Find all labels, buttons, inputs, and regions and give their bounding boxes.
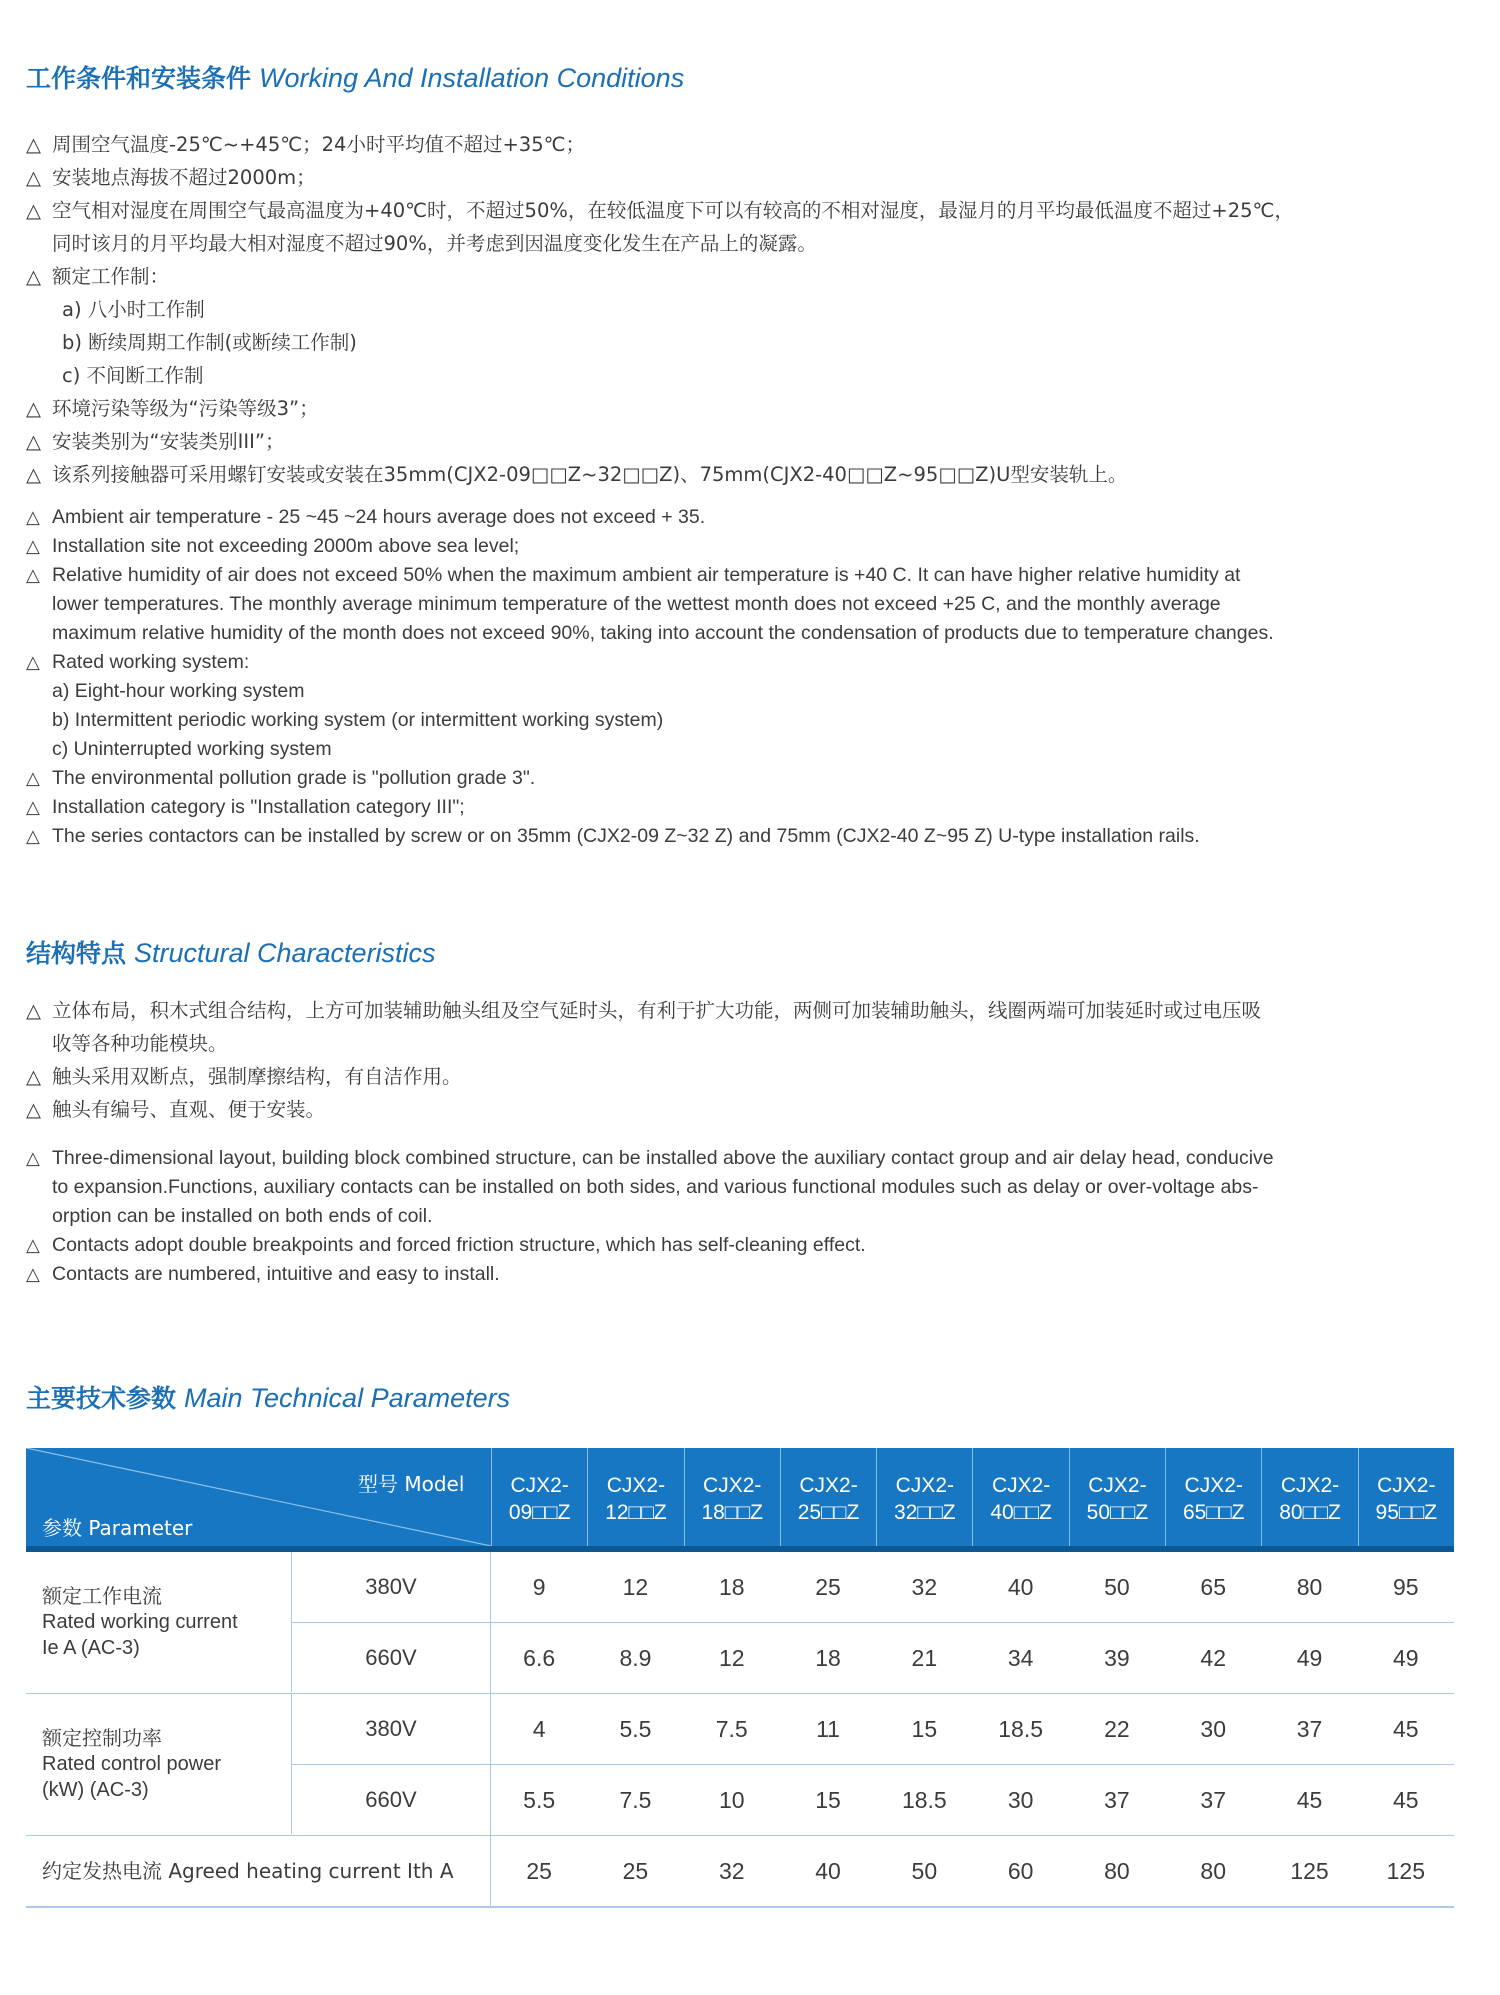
table-cell: 30	[1200, 1715, 1227, 1742]
list-item-text: The environmental pollution grade is "pollution grade 3".	[52, 767, 536, 789]
table-cell: 7.5	[715, 1715, 748, 1742]
table-cell: 40	[1007, 1573, 1034, 1600]
list-item-text: 空气相对湿度在周围空气最高温度为+40℃时，不超过50%，在较低温度下可以有较高的不相对湿度，最湿月的月平均最低温度不超过+25℃，	[52, 199, 1294, 222]
list-item-text: Relative humidity of air does not exceed 50% when the maximum ambient air temperature is +40 C. It can have higher relative humidity at	[52, 564, 1241, 586]
table-cell: 37	[1200, 1786, 1227, 1813]
list-item	[26, 1173, 1466, 1202]
triangle-bullet-icon: △	[26, 430, 41, 453]
model-suffix: 32□□Z	[894, 1501, 956, 1524]
list-item-text: c) Uninterrupted working system	[52, 738, 332, 760]
model-column-header	[1069, 1448, 1165, 1546]
list-item-text: The series contactors can be installed by screw or on 35mm (CJX2-09 Z~32 Z) and 75mm (CJX2-40 Z~95 Z) U-type installation rails.	[52, 825, 1200, 847]
table-cell: 9	[532, 1573, 546, 1600]
row-group-label-line: 额定控制功率	[42, 1726, 162, 1750]
table-row	[292, 1694, 1454, 1765]
list-item-text: 同时该月的月平均最大相对湿度不超过90%，并考虑到因温度变化发生在产品上的凝露。	[52, 232, 817, 255]
list-item-text: 触头采用双断点，强制摩擦结构，有自洁作用。	[52, 1065, 462, 1088]
row-group-label-line: 额定工作电流	[42, 1584, 162, 1608]
list-item	[26, 392, 1466, 425]
model-prefix: CJX2-	[606, 1474, 666, 1497]
table-cell: 18.5	[998, 1715, 1044, 1742]
table-cell: 45	[1393, 1786, 1419, 1813]
section-title-cn: 主要技术参数	[26, 1384, 177, 1413]
table-cell: 32	[718, 1857, 745, 1884]
triangle-bullet-icon: △	[26, 397, 41, 420]
list-item-text: b) 断续周期工作制(或断续工作制)	[62, 331, 357, 354]
table-cell: 18	[815, 1644, 841, 1671]
list-item	[26, 1027, 1466, 1060]
table-cell: 80	[1200, 1857, 1227, 1884]
section-title-structural	[26, 937, 436, 970]
table-cell: 42	[1200, 1644, 1227, 1671]
model-suffix: 12□□Z	[605, 1501, 667, 1524]
voltage-cell: 380V	[292, 1552, 491, 1622]
table-cell: 6.6	[523, 1644, 556, 1671]
list-item	[26, 590, 1466, 619]
table-row	[292, 1765, 1454, 1835]
row-group-label	[26, 1694, 292, 1834]
triangle-bullet-icon: △	[26, 565, 40, 586]
model-column-header	[972, 1448, 1068, 1546]
triangle-bullet-icon: △	[26, 999, 41, 1022]
section-title-en: Working And Installation Conditions	[258, 63, 685, 93]
section-title-cn: 工作条件和安装条件	[26, 64, 252, 93]
model-suffix: 65□□Z	[1182, 1501, 1245, 1524]
list-item-text: 收等各种功能模块。	[52, 1032, 228, 1055]
model-prefix: CJX2-	[991, 1474, 1051, 1497]
table-cell: 11	[816, 1715, 840, 1742]
table-cell: 21	[911, 1644, 938, 1671]
list-item	[26, 764, 1466, 793]
list-item-text: 周围空气温度-25℃~+45℃；24小时平均值不超过+35℃；	[52, 133, 586, 156]
list-item-text: Rated working system:	[52, 651, 250, 673]
triangle-bullet-icon: △	[26, 652, 40, 673]
list-item-text: orption can be installed on both ends of coil.	[52, 1205, 433, 1227]
model-prefix: CJX2-	[703, 1474, 762, 1497]
table-cell: 125	[1386, 1857, 1425, 1884]
table-cell: 80	[1104, 1857, 1130, 1884]
table-row	[292, 1552, 1454, 1623]
list-item-text: 该系列接触器可采用螺钉安装或安装在35mm(CJX2-09□□Z~32□□Z)、75mm(CJX2-40□□Z~95□□Z)U型安装轨上。	[52, 463, 1128, 486]
table-cell: 45	[1296, 1786, 1323, 1813]
model-suffix: 09□□Z	[508, 1501, 571, 1524]
list-item	[26, 161, 1466, 194]
voltage-cell: 660V	[292, 1765, 491, 1835]
list-item	[26, 1144, 1466, 1173]
list-item	[26, 425, 1466, 458]
model-column-header	[1165, 1448, 1261, 1546]
list-item-text: 立体布局，积木式组合结构，上方可加装辅助触头组及空气延时头，有利于扩大功能，两侧可加装辅助触头，线圈两端可加装延时或过电压吸	[52, 999, 1262, 1022]
model-suffix: 25□□Z	[797, 1501, 860, 1524]
list-item	[26, 359, 1466, 392]
parameter-header-label: 参数 Parameter	[42, 1516, 193, 1540]
list-item	[26, 561, 1466, 590]
table-row-group	[26, 1552, 1454, 1694]
list-item-text: Three-dimensional layout, building block combined structure, can be installed above the auxiliary contact group and air delay head, conducive	[52, 1147, 1274, 1169]
list-item-text: Contacts adopt double breakpoints and forced friction structure, which has self-cleaning effect.	[52, 1234, 866, 1256]
table-cell: 12	[718, 1644, 745, 1671]
table-row-group	[26, 1694, 1454, 1836]
list-item-text: Contacts are numbered, intuitive and easy to install.	[52, 1263, 500, 1285]
list-item-text: 环境污染等级为“污染等级3”；	[52, 397, 319, 420]
table-cell: 15	[911, 1715, 938, 1742]
table-cell: 10	[718, 1786, 745, 1813]
table-cell: 18.5	[901, 1786, 947, 1813]
list-item-text: b) Intermittent periodic working system (or intermittent working system)	[52, 709, 664, 731]
list-item	[26, 532, 1466, 561]
model-column-header	[1261, 1448, 1357, 1546]
model-column-header	[780, 1448, 876, 1546]
row-group-label	[26, 1552, 292, 1692]
model-prefix: CJX2-	[799, 1474, 858, 1497]
row-group-label-line: Ie A (AC-3)	[42, 1637, 140, 1659]
table-cell: 49	[1393, 1644, 1419, 1671]
table-cell: 8.9	[619, 1644, 652, 1671]
working-conditions-cn-list	[26, 128, 1466, 491]
table-cell: 22	[1104, 1715, 1130, 1742]
list-item	[26, 260, 1466, 293]
section-title-cn: 结构特点	[26, 939, 127, 968]
model-prefix: CJX2-	[1377, 1474, 1436, 1497]
table-cell: 7.5	[619, 1786, 652, 1813]
row-label: 约定发热电流 Agreed heating current Ith A	[26, 1836, 491, 1906]
list-item-text: 安装地点海拔不超过2000m；	[52, 166, 316, 189]
table-cell: 30	[1007, 1786, 1034, 1813]
triangle-bullet-icon: △	[26, 1065, 41, 1088]
table-cell: 34	[1007, 1644, 1034, 1671]
table-cell: 5.5	[523, 1786, 556, 1813]
list-item-text: Installation category is "Installation category III";	[52, 796, 465, 818]
model-column-header	[876, 1448, 972, 1546]
model-prefix: CJX2-	[1088, 1474, 1147, 1497]
triangle-bullet-icon: △	[26, 768, 40, 789]
list-item	[26, 458, 1466, 491]
triangle-bullet-icon: △	[26, 166, 41, 189]
model-prefix: CJX2-	[510, 1474, 569, 1497]
model-column-header	[491, 1448, 587, 1546]
table-cell: 60	[1007, 1857, 1034, 1884]
list-item	[26, 194, 1466, 227]
triangle-bullet-icon: △	[26, 265, 41, 288]
list-item	[26, 994, 1466, 1027]
table-cell: 125	[1290, 1857, 1329, 1884]
table-cell: 50	[911, 1857, 938, 1884]
list-item	[26, 1260, 1466, 1289]
triangle-bullet-icon: △	[26, 507, 40, 528]
parameters-table	[26, 1448, 1454, 1908]
list-item	[26, 503, 1466, 532]
table-cell: 5.5	[619, 1715, 652, 1742]
list-item	[26, 1060, 1466, 1093]
table-cell: 45	[1393, 1715, 1419, 1742]
triangle-bullet-icon: △	[26, 536, 40, 557]
list-item	[26, 128, 1466, 161]
model-suffix: 80□□Z	[1279, 1501, 1341, 1524]
table-cell: 80	[1296, 1573, 1323, 1600]
table-cell: 32	[911, 1573, 938, 1600]
list-item	[26, 326, 1466, 359]
list-item	[26, 648, 1466, 677]
list-item	[26, 293, 1466, 326]
section-title-working-conditions	[26, 62, 684, 95]
table-cell: 25	[526, 1857, 552, 1884]
list-item	[26, 793, 1466, 822]
table-cell: 39	[1104, 1644, 1130, 1671]
list-item-text: c) 不间断工作制	[62, 364, 204, 387]
table-cell: 25	[815, 1573, 841, 1600]
row-group-label-line: Rated working current	[42, 1611, 238, 1633]
table-cell: 25	[622, 1857, 649, 1884]
list-item-text: 触头有编号、直观、便于安装。	[52, 1098, 326, 1121]
list-item	[26, 1231, 1466, 1260]
table-cell: 37	[1296, 1715, 1323, 1742]
list-item	[26, 619, 1466, 648]
working-conditions-en-list	[26, 503, 1466, 851]
model-suffix: 18□□Z	[701, 1501, 764, 1524]
row-group-label-line: (kW) (AC-3)	[42, 1779, 149, 1801]
section-title-en: Structural Characteristics	[133, 938, 436, 968]
model-suffix: 40□□Z	[990, 1501, 1052, 1524]
list-item-text: to expansion.Functions, auxiliary contacts can be installed on both sides, and various functional modules such as delay or over-voltage abs-	[52, 1176, 1259, 1198]
model-suffix: 95□□Z	[1375, 1501, 1438, 1524]
list-item	[26, 677, 1466, 706]
list-item-text: a) 八小时工作制	[62, 298, 205, 321]
voltage-cell: 660V	[292, 1623, 491, 1693]
table-cell: 12	[622, 1573, 649, 1600]
list-item-text: a) Eight-hour working system	[52, 680, 305, 702]
triangle-bullet-icon: △	[26, 1235, 40, 1256]
list-item-text: Installation site not exceeding 2000m above sea level;	[52, 535, 520, 557]
list-item	[26, 1093, 1466, 1126]
triangle-bullet-icon: △	[26, 826, 40, 847]
list-item	[26, 706, 1466, 735]
triangle-bullet-icon: △	[26, 1098, 41, 1121]
model-prefix: CJX2-	[1184, 1474, 1243, 1497]
triangle-bullet-icon: △	[26, 199, 41, 222]
table-cell: 65	[1200, 1573, 1227, 1600]
model-column-header	[587, 1448, 683, 1546]
model-column-header	[1358, 1448, 1454, 1546]
structural-cn-list	[26, 994, 1466, 1126]
list-item	[26, 227, 1466, 260]
list-item	[26, 735, 1466, 764]
list-item-text: Ambient air temperature - 25 ~45 ~24 hours average does not exceed + 35.	[52, 506, 706, 528]
table-cell: 4	[532, 1715, 546, 1742]
model-header-label: 型号 Model	[358, 1472, 465, 1496]
list-item-text: maximum relative humidity of the month does not exceed 90%, taking into account the condensation of products due to temperature changes.	[52, 622, 1274, 644]
triangle-bullet-icon: △	[26, 1264, 40, 1285]
table-cell: 18	[718, 1573, 745, 1600]
row-group-label-line: Rated control power	[42, 1753, 221, 1775]
list-item-text: lower temperatures. The monthly average minimum temperature of the wettest month does not exceed +25 C, and the monthly average	[52, 593, 1221, 615]
table-cell: 15	[815, 1786, 841, 1813]
list-item-text: 额定工作制：	[52, 265, 170, 288]
list-item	[26, 822, 1466, 851]
table-row-agreed-heating-current	[26, 1836, 1454, 1908]
table-header	[26, 1448, 1454, 1552]
triangle-bullet-icon: △	[26, 1148, 40, 1169]
model-prefix: CJX2-	[895, 1474, 954, 1497]
structural-en-list	[26, 1144, 1466, 1289]
list-item	[26, 1202, 1466, 1231]
section-title-en: Main Technical Parameters	[183, 1383, 511, 1413]
triangle-bullet-icon: △	[26, 133, 41, 156]
table-cell: 37	[1104, 1786, 1130, 1813]
model-prefix: CJX2-	[1280, 1474, 1340, 1497]
table-cell: 50	[1104, 1573, 1130, 1600]
table-cell: 40	[815, 1857, 841, 1884]
triangle-bullet-icon: △	[26, 797, 40, 818]
table-cell: 95	[1393, 1573, 1419, 1600]
model-column-header	[684, 1448, 780, 1546]
model-columns	[491, 1448, 1454, 1546]
list-item-text: 安装类别为“安装类别III”；	[52, 430, 285, 453]
section-title-parameters	[26, 1382, 510, 1415]
model-suffix: 50□□Z	[1086, 1501, 1149, 1524]
table-cell: 49	[1296, 1644, 1323, 1671]
triangle-bullet-icon: △	[26, 463, 41, 486]
voltage-cell: 380V	[292, 1694, 491, 1764]
table-row	[292, 1623, 1454, 1693]
